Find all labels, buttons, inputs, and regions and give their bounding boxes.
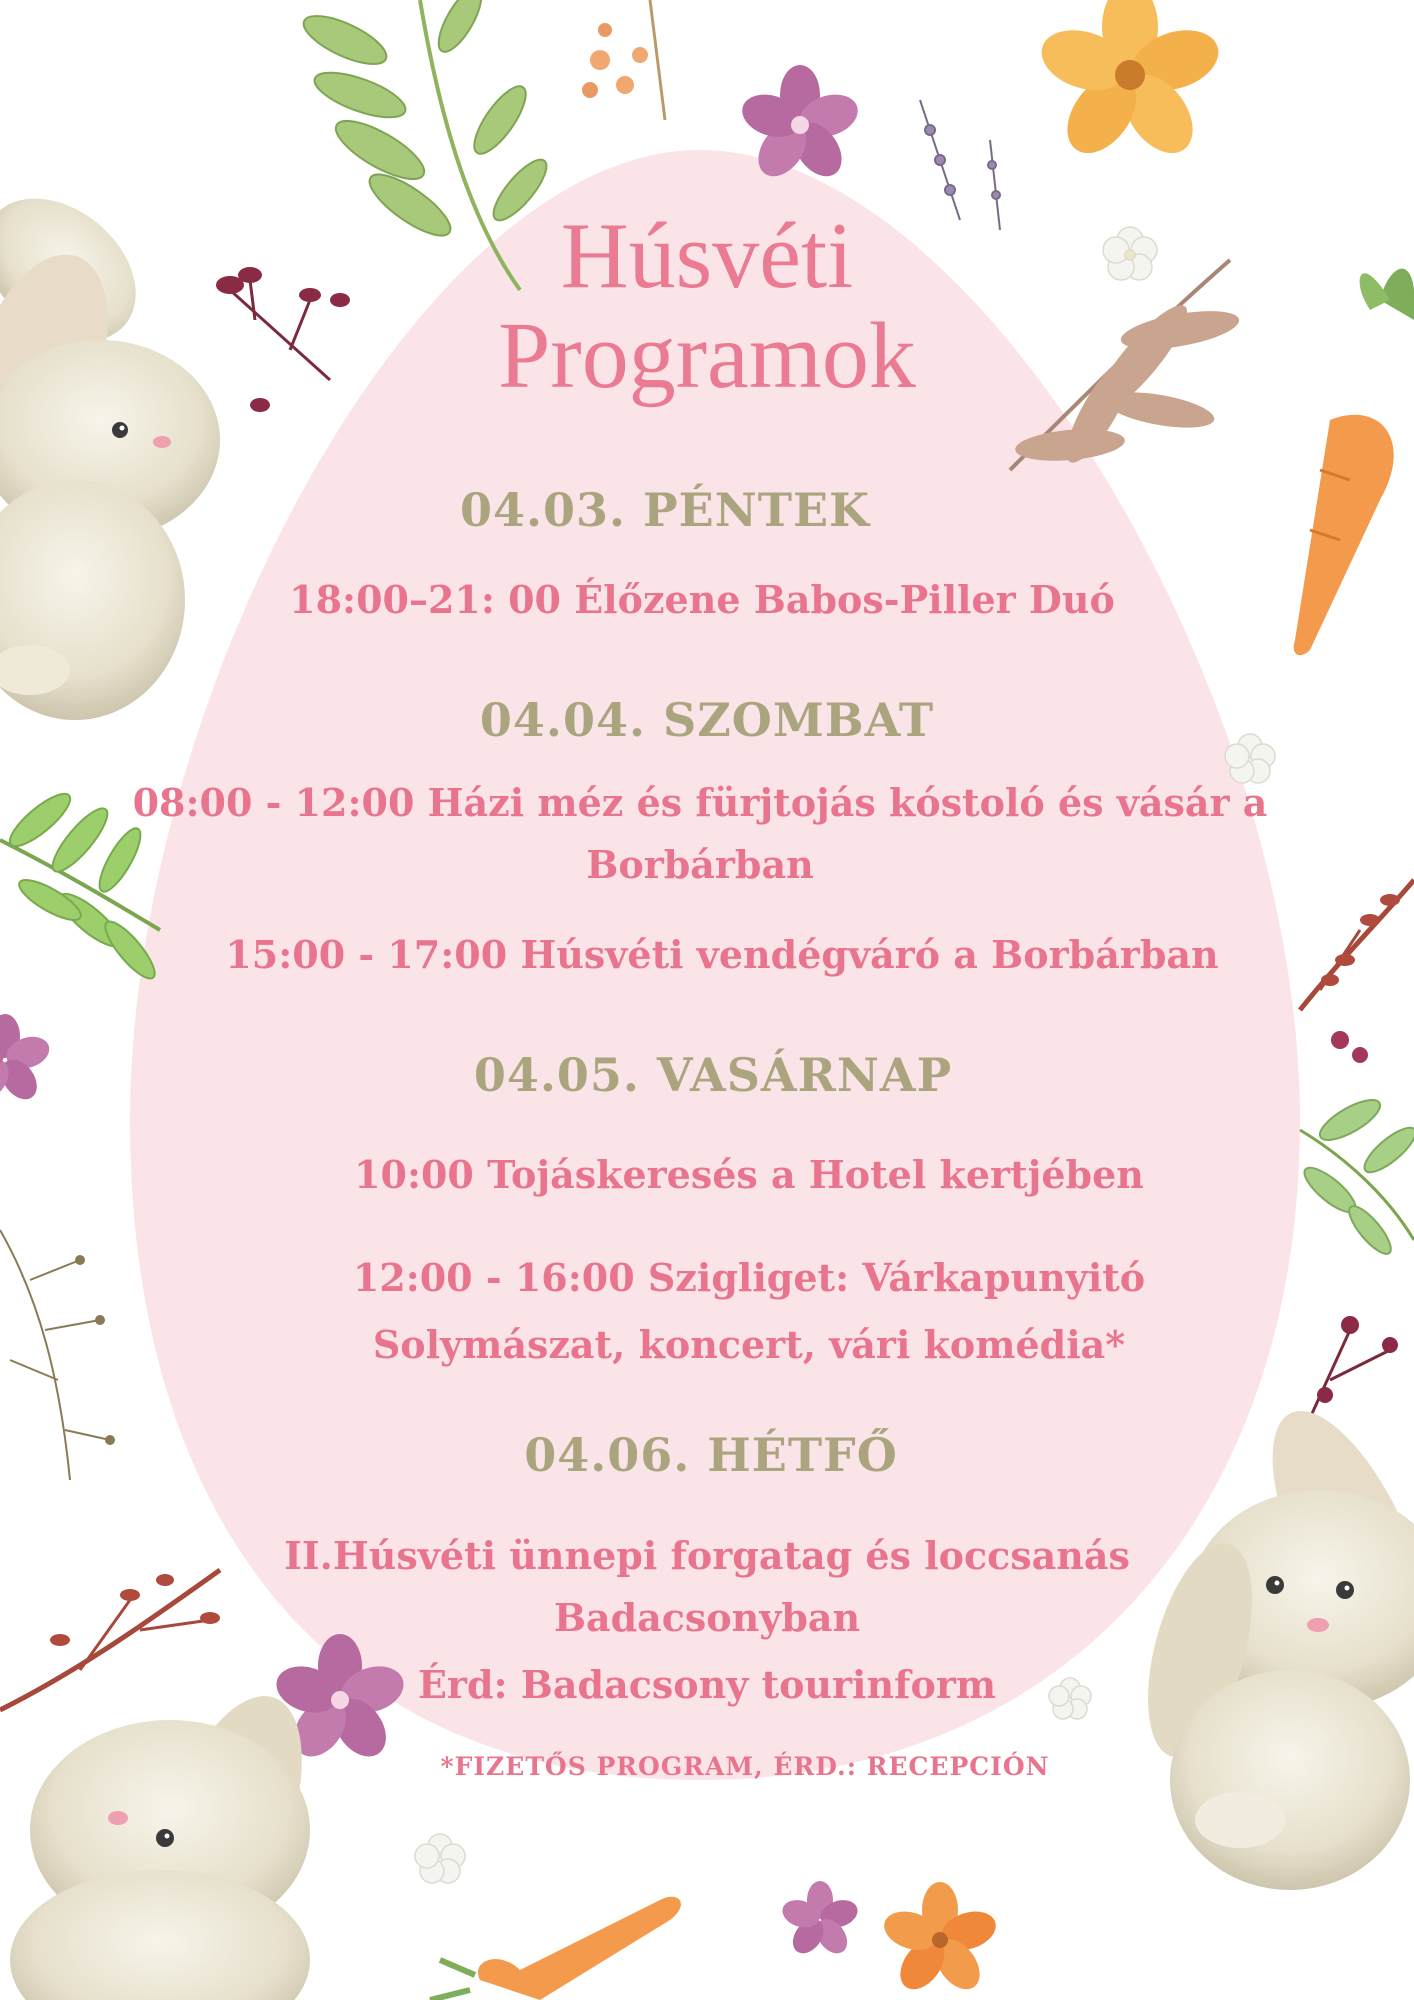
footnote: *FIZETŐS PROGRAM, ÉRD.: RECEPCIÓN (440, 1752, 1050, 1781)
pink-flower-icon (779, 1881, 861, 1959)
event-hetfo-1: II.Húsvéti ünnepi forgatag és loccsanás (284, 1533, 1130, 1578)
day-heading-hetfo: 04.06. HÉTFŐ (524, 1428, 898, 1482)
bunny-icon (10, 1677, 331, 2000)
event-vasarnap-2: 12:00 - 16:00 Szigliget: Várkapunyitó (352, 1255, 1146, 1300)
orange-flower-icon (879, 1882, 1000, 1998)
day-heading-pentek: 04.03. PÉNTEK (459, 483, 871, 537)
event-hetfo-1-cont: Badacsonyban (553, 1595, 861, 1640)
day-heading-szombat: 04.04. SZOMBAT (479, 693, 935, 747)
event-hetfo-2: Érd: Badacsony tourinform (417, 1662, 997, 1707)
white-flower-icon (415, 1834, 465, 1883)
event-szombat-1: 08:00 - 12:00 Házi méz és fürjtojás kóstoló és vásár a (132, 780, 1268, 825)
event-vasarnap-1: 10:00 Tojáskeresés a Hotel kertjében (354, 1152, 1144, 1197)
carrot-icon (430, 1897, 681, 2000)
event-vasarnap-2-cont: Solymászat, koncert, vári komédia* (372, 1322, 1126, 1367)
event-szombat-2: 15:00 - 17:00 Húsvéti vendégváró a Borbárban (225, 932, 1219, 977)
title-line-2: Programok (498, 304, 916, 408)
dried-flowers-icon (582, 0, 665, 120)
orange-flower-icon (1034, 0, 1226, 166)
day-heading-vasarnap: 04.05. VASÁRNAP (473, 1048, 953, 1102)
event-szombat-1-cont: Borbárban (586, 842, 814, 887)
event-pentek-1: 18:00–21: 00 Élőzene Babos-Piller Duó (289, 577, 1115, 622)
title-line-1: Húsvéti (560, 204, 854, 308)
